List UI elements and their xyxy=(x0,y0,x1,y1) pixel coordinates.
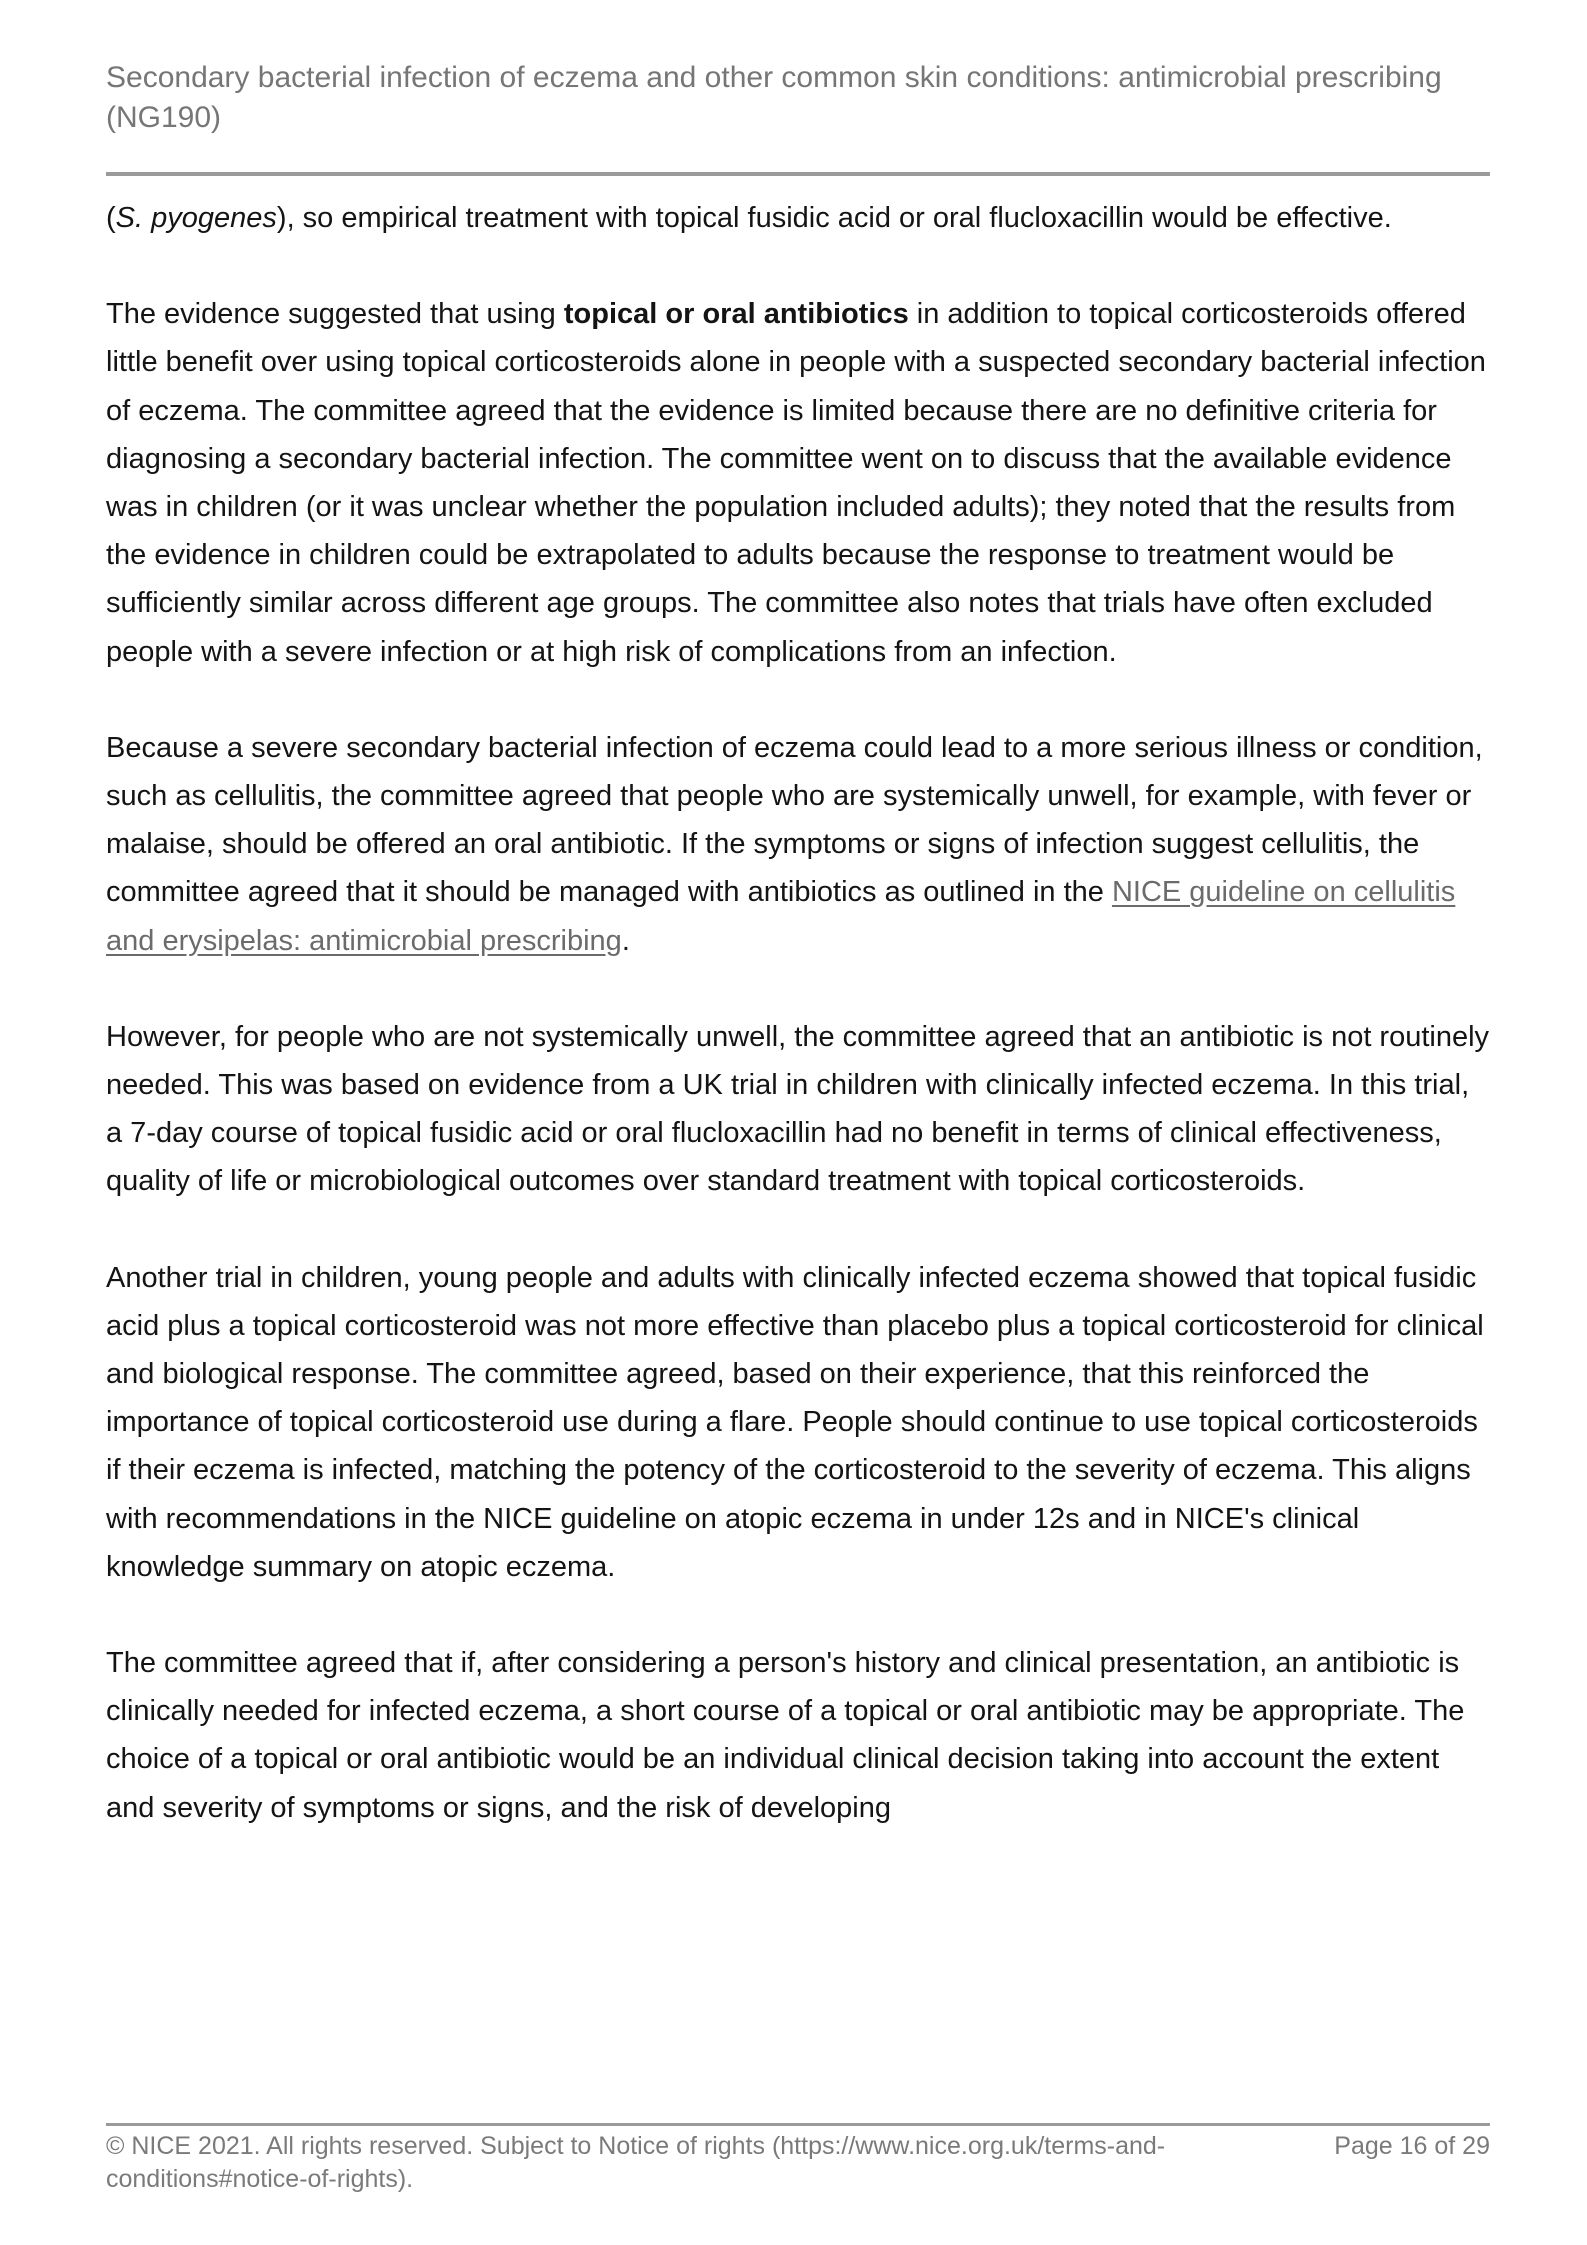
paragraph-2-bold: topical or oral antibiotics xyxy=(563,298,909,331)
document-body xyxy=(106,194,1490,1880)
document-header-title: Secondary bacterial infection of eczema and other common skin conditions: antimicrobial prescribing (NG190) xyxy=(106,61,1442,134)
paragraph-2-before: The evidence suggested that using xyxy=(106,298,564,331)
paragraph-4: However, for people who are not systemically unwell, the committee agreed that an antibiotic is not routinely needed. This was based on evidence from a UK trial in children with clinically infected eczema. In this trial, a 7-day course of topical fusidic acid or oral flucloxacillin had no benefit in terms of clinical effectiveness, quality of life or microbiological outcomes over standard treatment with topical corticosteroids. xyxy=(106,1020,1490,1198)
paragraph-1-italic: S. pyogenes xyxy=(115,202,277,234)
header-divider xyxy=(106,172,1490,176)
paragraph-1-open: ( xyxy=(106,202,116,234)
paragraph-1-rest: ), so empirical treatment with topical fusidic acid or oral flucloxacillin would be effective. xyxy=(276,202,1392,234)
paragraph-1 xyxy=(106,194,1490,242)
footer-divider xyxy=(106,2123,1490,2126)
footer-page-number: Page 16 of 29 xyxy=(1334,2132,1490,2160)
paragraph-2 xyxy=(106,290,1490,676)
paragraph-6: The committee agreed that if, after considering a person's history and clinical presentation, an antibiotic is clinically needed for infected eczema, a short course of a topical or oral antibiotic may be appropriate. The choice of a topical or oral antibiotic would be an individual clinical decision taking into account the extent and severity of symptoms or signs, and the risk of developing xyxy=(106,1647,1465,1824)
paragraph-2-after: in addition to topical corticosteroids offered little benefit over using topical corticosteroids alone in people with a suspected secondary bacterial infection of eczema. The committee agreed that the evidence is limited because there are no definitive criteria for diagnosing a secondary bacterial infection. The committee went on to discuss that the available evidence was in children (or it was unclear whether the population included adults); they noted that the results from the evidence in children could be extrapolated to adults because the response to treatment would be sufficiently similar across different age groups. The committee also notes that trials have often excluded people with a severe infection or at high risk of complications from an infection. xyxy=(106,298,1486,668)
paragraph-3-after: . xyxy=(621,924,630,957)
footer-copyright: © NICE 2021. All rights reserved. Subject to Notice of rights (https://www.nice.org.uk/terms-and-conditions#notice-of-rights). xyxy=(106,2132,1166,2193)
paragraph-3 xyxy=(106,724,1490,965)
paragraph-5: Another trial in children, young people and adults with clinically infected eczema showed that topical fusidic acid plus a topical corticosteroid was not more effective than placebo plus a topical corticosteroid for clinical and biological response. The committee agreed, based on their experience, that this reinforced the importance of topical corticosteroid use during a flare. People should continue to use topical corticosteroids if their eczema is infected, matching the potency of the corticosteroid to the severity of eczema. This aligns with recommendations in the NICE guideline on atopic eczema in under 12s and in NICE's clinical knowledge summary on atopic eczema. xyxy=(106,1261,1484,1583)
cellulitis-guideline-link[interactable]: NICE guideline on cellulitis and erysipelas: antimicrobial prescribing xyxy=(106,876,1456,957)
paragraph-3-before: Because a severe secondary bacterial infection of eczema could lead to a more serious illness or condition, such as cellulitis, the committee agreed that people who are systemically unwell, for example, with fever or malaise, should be offered an oral antibiotic. If the symptoms or signs of infection suggest cellulitis, the committee agreed that it should be managed with antibiotics as outlined in the xyxy=(106,731,1483,909)
document-page xyxy=(106,0,1490,2245)
